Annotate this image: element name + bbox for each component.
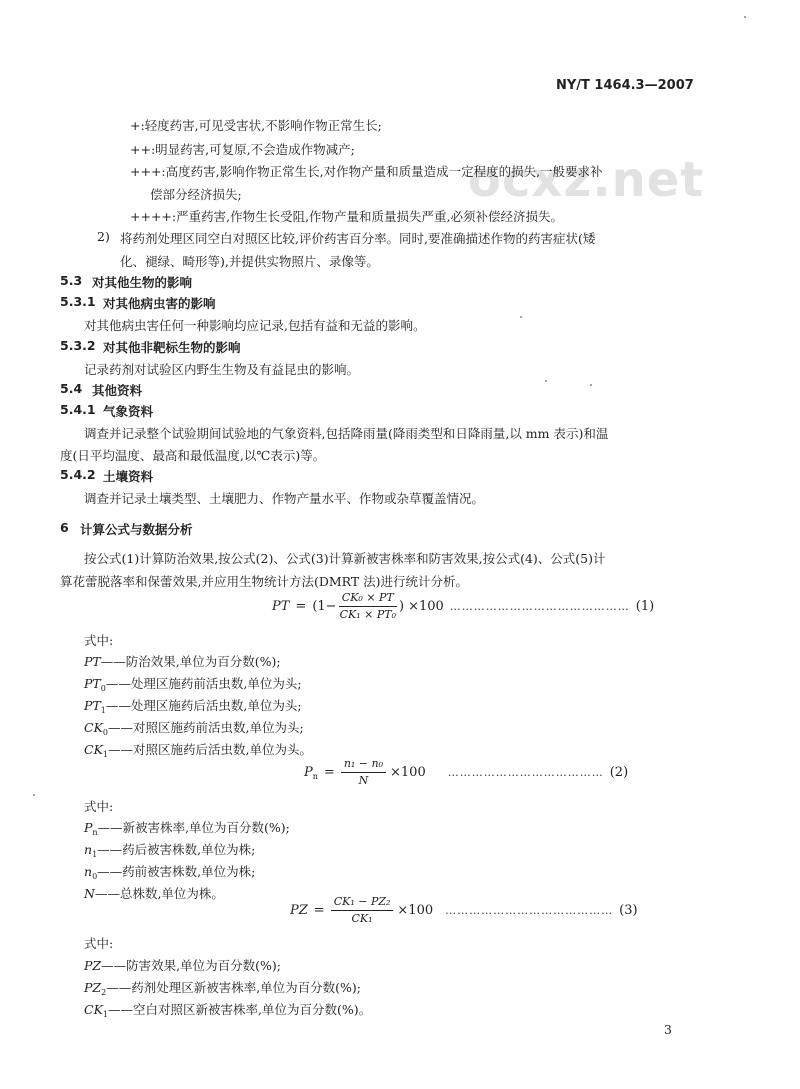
eq2-numerator: n₁ − n₀ [341,756,386,773]
eq2-lhs: $P_n$ [304,764,318,781]
scan-speck [590,384,592,386]
where-1-row: PT——防治效果,单位为百分数(%); [84,654,281,669]
item-2-line-2: 化、褪绿、畸形等),并提供实物照片、录像等。 [120,254,379,269]
where-1-row: $PT_1——$处理区施药后活虫数,单位为头; [84,698,302,715]
where-1-label: 式中: [84,633,114,648]
eq1-denominator: CK₁ × PT₀ [339,608,396,621]
where-3-row: $PZ_2——$药剂处理区新被害株率,单位为百分数(%); [84,980,362,997]
eq3-denominator: CK₁ [351,912,373,925]
section-5-3-1-title: 对其他病虫害的影响 [103,296,216,311]
where-3-label: 式中: [84,936,114,951]
section-5-3-number: 5.3 [60,273,83,288]
section-5-4-1-title: 气象资料 [103,404,154,419]
equation-1 [272,590,654,623]
eq3-leader-dots: …………………………………… [445,904,614,917]
scan-speck [33,794,35,796]
section-5-4-1-line-2: 度(日平均温度、最高和最低温度,以℃表示)等。 [60,448,326,463]
where-1-row: $CK_0——$对照区施药前活虫数,单位为头; [84,720,304,737]
section-5-4-2-number: 5.4.2 [60,467,96,482]
eq1-numerator: CK₀ × PT [339,590,397,607]
section-5-4-number: 5.4 [60,381,83,396]
eq3-times: ×100 [397,903,434,918]
section-5-3-2-number: 5.3.2 [60,338,96,353]
page-number: 3 [664,1022,672,1037]
watermark-text: ocxz.net [468,152,705,208]
eq2-equals: = [323,765,335,780]
where-3-row: PZ——防害效果,单位为百分数(%); [84,958,281,973]
eq3-numerator: CK₁ − PZ₂ [331,894,394,911]
section-6-number: 6 [60,520,69,535]
section-6-line-2: 算花蕾脱落率和保蕾效果,并应用生物统计方法(DMRT 法)进行统计分析。 [60,574,469,589]
eq2-number: (2) [609,765,629,780]
scan-speck [545,380,547,382]
eq2-times: ×100 [390,765,426,780]
eq1-close: ) [398,599,405,614]
eq1-lhs: PT [272,599,290,614]
where-1-row: $CK_1——$对照区施药后活虫数,单位为头。 [84,742,312,759]
eq2-denominator: N [358,774,369,787]
section-5-3-2-body: 记录药剂对试验区内野生生物及有益昆虫的影响。 [84,362,360,377]
section-5-3-1-body: 对其他病虫害任何一种影响均应记录,包括有益和无益的影响。 [84,318,426,333]
standard-code: NY/T 1464.3—2007 [556,78,694,93]
section-5-3-1-number: 5.3.1 [60,294,96,309]
item-2-line-1: 将药剂处理区同空白对照区比较,评价药害百分率。同时,要准确描述作物的药害症状(矮 [120,231,596,246]
section-5-4-2-title: 土壤资料 [103,469,154,484]
where-2-row: $n_0——$药前被害株数,单位为株; [84,864,256,881]
eq1-equals: = [295,599,307,614]
eq3-number: (3) [619,903,638,918]
eq1-times: ×100 [408,599,444,614]
where-1-row: $PT_0——$处理区施药前活虫数,单位为头; [84,676,302,693]
eq3-equals: = [313,903,325,918]
where-2-row: $n_1——$药后被害株数,单位为株; [84,842,256,859]
where-3-row: $CK_1——$空白对照区新被害株率,单位为百分数(%)。 [84,1002,372,1019]
grading-line-3: +++:高度药害,影响作物正常生长,对作物产量和质量造成一定程度的损失,一般要求补 [130,164,603,179]
eq2-fraction [341,756,386,789]
section-5-4-1-number: 5.4.1 [60,402,96,417]
eq3-lhs: PZ [290,903,308,918]
section-6-title: 计算公式与数据分析 [80,522,193,537]
section-5-4-2-body: 调查并记录土壤类型、土壤肥力、作物产量水平、作物或杂草覆盖情况。 [84,491,485,506]
grading-line-3-cont: 偿部分经济损失; [150,187,242,202]
where-2-row: N——总株数,单位为株。 [84,886,224,901]
grading-line-1: +:轻度药害,可见受害状,不影响作物正常生长; [130,118,382,133]
eq1-open: (1− [312,599,337,614]
section-5-3-title: 对其他生物的影响 [92,275,193,290]
scan-speck [744,16,746,18]
equation-3 [290,894,638,927]
eq3-fraction [331,894,394,927]
where-2-label: 式中: [84,799,114,814]
eq1-leader-dots: ……………………………………… [449,600,630,613]
where-2-row: $P_n——$新被害株率,单位为百分数(%); [84,820,290,837]
grading-line-2: ++:明显药害,可复原,不会造成作物减产; [130,142,355,157]
section-6-line-1: 按公式(1)计算防治效果,按公式(2)、公式(3)计算新被害株率和防害效果,按公式(4)、公式(5)计 [84,551,606,566]
section-5-3-2-title: 对其他非靶标生物的影响 [103,340,241,355]
scan-speck [520,316,522,318]
equation-2 [304,756,628,789]
item-2-number: 2) [97,229,110,244]
eq2-leader-dots: ………………………………… [447,766,604,779]
section-5-4-1-line-1: 调查并记录整个试验期间试验地的气象资料,包括降雨量(降雨类型和日降雨量,以 mm 表示)和温 [84,426,609,441]
eq1-fraction [337,590,399,623]
eq1-number: (1) [635,599,655,614]
section-5-4-title: 其他资料 [92,383,143,398]
grading-line-4: ++++:严重药害,作物生长受阻,作物产量和质量损失严重,必须补偿经济损失。 [130,209,564,224]
